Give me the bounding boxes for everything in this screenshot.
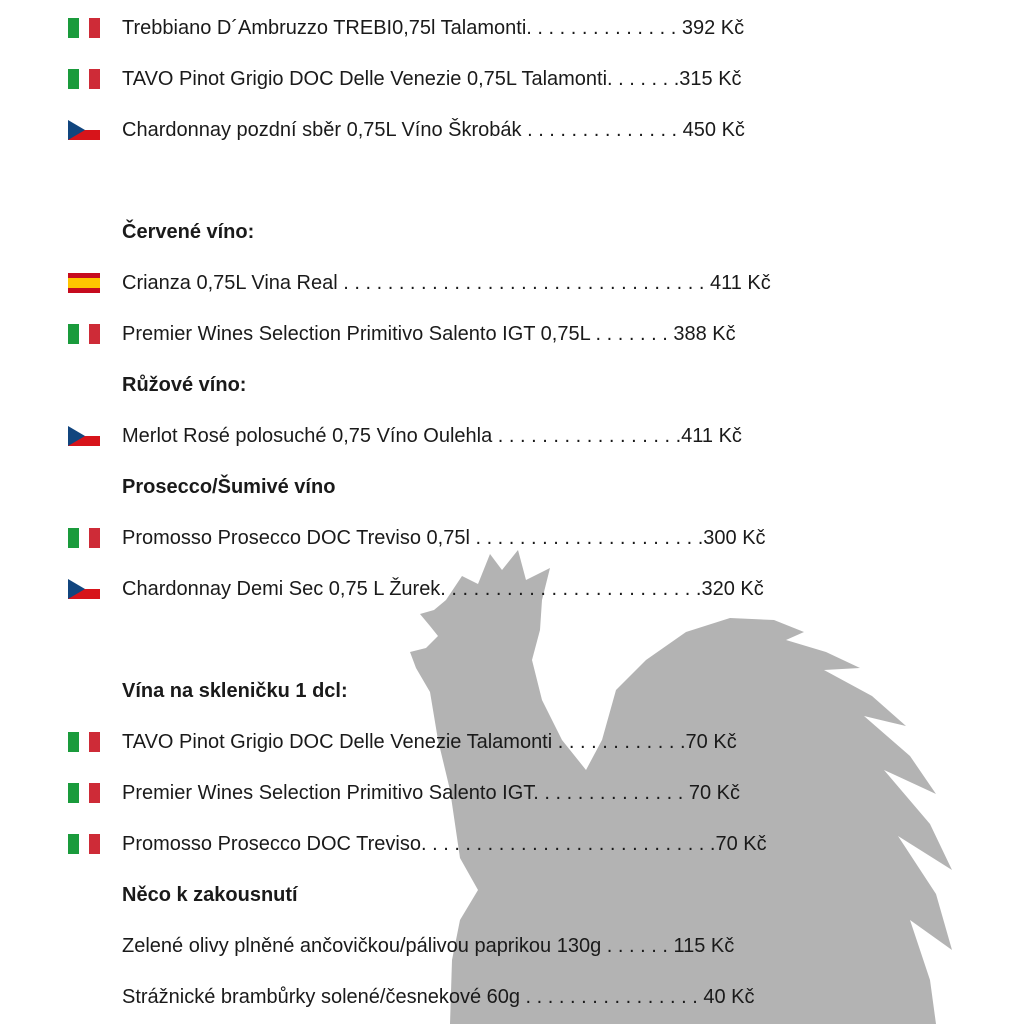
section-heading-text: Něco k zakousnutí xyxy=(122,884,298,906)
italy-flag-icon xyxy=(68,732,100,752)
italy-flag-icon xyxy=(68,834,100,854)
menu-item-text: TAVO Pinot Grigio DOC Delle Venezie 0,75L Talamonti. . . . . . .315 Kč xyxy=(122,68,742,90)
menu-item xyxy=(0,981,1024,1013)
section-heading-text: Červené víno: xyxy=(122,221,255,243)
menu-item-text: Trebbiano D´Ambruzzo TREBI0,75l Talamonti. . . . . . . . . . . . . . 392 Kč xyxy=(122,17,745,39)
menu-item-text: Premier Wines Selection Primitivo Salento IGT. . . . . . . . . . . . . . 70 Kč xyxy=(122,782,740,804)
menu-item-text: Chardonnay Demi Sec 0,75 L Žurek. . . . . . . . . . . . . . . . . . . . . . . .320 Kč xyxy=(122,578,764,600)
menu-item xyxy=(0,267,1024,299)
menu-item-text: Promosso Prosecco DOC Treviso. . . . . . . . . . . . . . . . . . . . . . . . . . .70 Kč xyxy=(122,833,767,855)
menu-item-text: Crianza 0,75L Vina Real . . . . . . . . . . . . . . . . . . . . . . . . . . . . . . . . . 411 Kč xyxy=(122,272,771,294)
section-heading-text: Růžové víno: xyxy=(122,374,247,396)
czech-flag-icon xyxy=(68,579,100,599)
italy-flag-icon xyxy=(68,528,100,548)
menu-item xyxy=(0,726,1024,758)
section-heading-snacks xyxy=(0,879,1024,911)
menu-item-text: Chardonnay pozdní sběr 0,75L Víno Škrobák . . . . . . . . . . . . . . 450 Kč xyxy=(122,119,745,141)
spain-flag-icon xyxy=(68,273,100,293)
menu-item-text: TAVO Pinot Grigio DOC Delle Venezie Talamonti . . . . . . . . . . . .70 Kč xyxy=(122,731,737,753)
menu-item xyxy=(0,12,1024,44)
menu-item-text: Promosso Prosecco DOC Treviso 0,75l . . . . . . . . . . . . . . . . . . . . .300 Kč xyxy=(122,527,766,549)
menu-item-text: Strážnické brambůrky solené/česnekové 60g . . . . . . . . . . . . . . . . 40 Kč xyxy=(122,986,755,1008)
menu-item-text: Premier Wines Selection Primitivo Salento IGT 0,75L . . . . . . . 388 Kč xyxy=(122,323,736,345)
menu-item xyxy=(0,573,1024,605)
section-heading-text: Vína na skleničku 1 dcl: xyxy=(122,680,348,702)
italy-flag-icon xyxy=(68,69,100,89)
menu-item xyxy=(0,114,1024,146)
czech-flag-icon xyxy=(68,426,100,446)
menu-item xyxy=(0,828,1024,860)
menu-item xyxy=(0,930,1024,962)
italy-flag-icon xyxy=(68,18,100,38)
menu-item xyxy=(0,522,1024,554)
section-heading-prosecco xyxy=(0,471,1024,503)
czech-flag-icon xyxy=(68,120,100,140)
menu-item-text: Merlot Rosé polosuché 0,75 Víno Oulehla . . . . . . . . . . . . . . . . .411 Kč xyxy=(122,425,742,447)
menu-item-text: Zelené olivy plněné ančovičkou/pálivou paprikou 130g . . . . . . 115 Kč xyxy=(122,935,735,957)
section-heading-glass xyxy=(0,675,1024,707)
section-heading-rose xyxy=(0,369,1024,401)
menu-item xyxy=(0,777,1024,809)
section-heading-text: Prosecco/Šumivé víno xyxy=(122,476,336,498)
menu-item xyxy=(0,420,1024,452)
menu-item xyxy=(0,318,1024,350)
section-heading-red xyxy=(0,216,1024,248)
italy-flag-icon xyxy=(68,324,100,344)
menu-item xyxy=(0,63,1024,95)
italy-flag-icon xyxy=(68,783,100,803)
